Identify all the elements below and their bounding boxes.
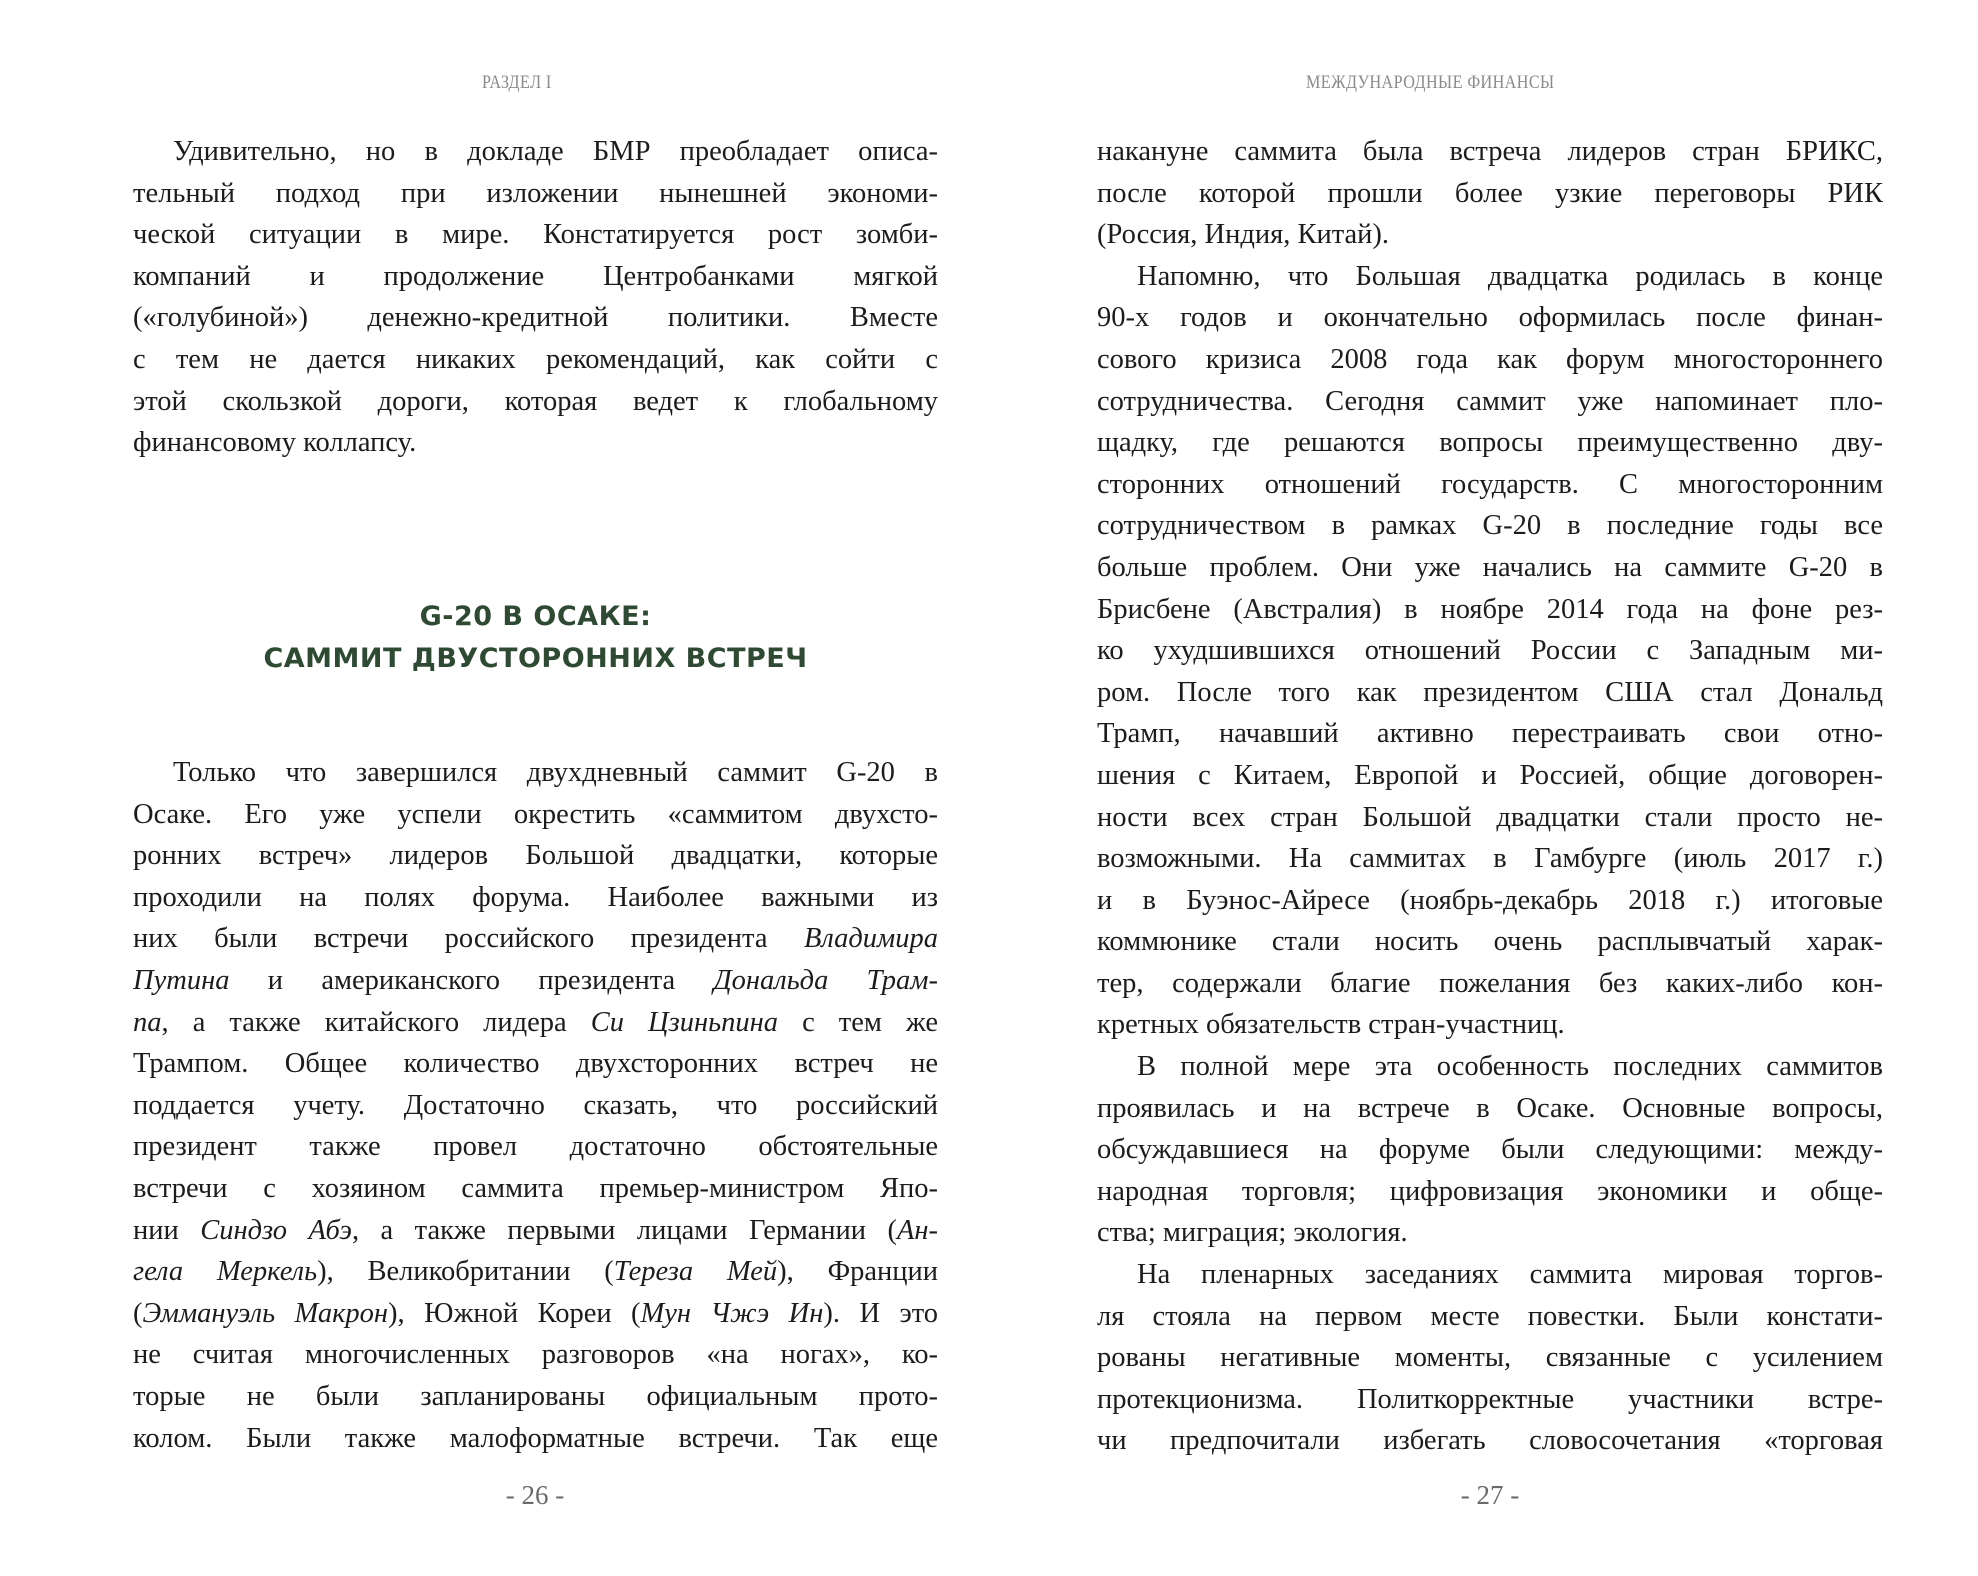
left-page-body-text [133,752,938,1459]
text-run: Удивительно, но в докладе БМР преобладает описа- [173,136,938,167]
text-line [1097,547,1883,589]
text-line [1097,838,1883,880]
text-line [133,1126,938,1168]
right-page-body-text [1097,131,1883,1462]
text-run: компаний и продолжение Центробанками мягкой [133,260,938,292]
text-run: , а также китайского лидера [161,1006,591,1038]
text-line [133,1376,938,1418]
text-run: народная торговля; цифровизация экономики и обще- [1097,1175,1883,1207]
text-run: щадку, где решаются вопросы преимущественно дву- [1097,427,1883,459]
text-line [133,1210,938,1252]
text-run: сотрудничества. Сегодня саммит уже напоминает пло- [1097,385,1883,417]
text-line [133,1418,938,1460]
text-run: Только что завершился двухдневный саммит G-20 в [173,757,938,788]
text-line [133,422,938,464]
text-line [1097,1296,1883,1338]
text-line [1097,381,1883,423]
page-number-left: - 26 - [505,1480,565,1510]
text-run: 90-х годов и окончательно оформилась после финан- [1097,302,1883,334]
text-run: протекционизма. Политкорректные участники встре- [1097,1383,1883,1415]
text-line [133,173,938,215]
text-run: сотрудничеством в рамках G-20 в последние годы все [1097,510,1883,542]
text-line [1097,755,1883,797]
italic-name: Синдзо Абэ [200,1214,352,1246]
text-line [133,752,938,794]
text-run: (Россия, Индия, Китай). [1097,219,1390,251]
text-run: кретных обязательств стран-участниц. [1097,1009,1565,1041]
italic-name: Ан- [896,1214,938,1246]
page-number-right: - 27 - [1460,1480,1520,1510]
text-run: чи предпочитали избегать словосочетания «торговая [1097,1425,1883,1457]
italic-name: Мун Чжэ Ин [640,1297,824,1329]
text-line [1097,797,1883,839]
text-run: накануне саммита была встреча лидеров стран БРИКС, [1097,136,1883,167]
text-line [133,1168,938,1210]
text-run: тельный подход при изложении нынешней экономи- [133,177,938,209]
text-run: («голубиной») денежно-кредитной политики. Вместе [133,302,938,334]
text-line [133,381,938,423]
italic-name: Тереза Мей [613,1256,778,1288]
text-line [1097,297,1883,339]
text-run: ), Франции [777,1256,938,1288]
text-line [133,1293,938,1335]
text-line [1097,1420,1883,1462]
text-line [133,1085,938,1127]
text-line [133,131,938,173]
text-run: Брисбене (Австралия) в ноябре 2014 года на фоне рез- [1097,593,1883,625]
text-run: шения с Китаем, Европой и Россией, общие договорен- [1097,759,1883,791]
running-head-left: РАЗДЕЛ I [482,72,552,93]
text-line [1097,672,1883,714]
section-heading [133,596,938,680]
text-run: коммюнике стали носить очень расплывчатый харак- [1097,926,1883,958]
text-run: , а также первыми лицами Германии ( [351,1214,897,1246]
text-run: этой скользкой дороги, которая ведет к глобальному [133,385,938,417]
text-line [1097,256,1883,298]
text-run: них были встречи российского президента [133,923,804,955]
text-run: с тем же [778,1006,938,1038]
text-run: встречи с хозяином саммита премьер-министром Япо- [133,1172,938,1204]
text-run: поддается учету. Достаточно сказать, что российский [133,1089,938,1121]
text-run: Трамп, начавший активно перестраивать свои отно- [1097,718,1883,750]
text-line [133,835,938,877]
text-run: с тем не дается никаких рекомендаций, как сойти с [133,343,938,375]
text-run: возможными. На саммитах в Гамбурге (июль 2017 г.) [1097,843,1883,875]
text-run: торые не были запланированы официальным прото- [133,1380,938,1412]
italic-name: гела Меркель [133,1256,318,1288]
text-run: колом. Были также малоформатные встречи. Так еще [133,1422,938,1454]
text-line [133,1334,938,1376]
italic-name: па [133,1006,162,1038]
text-run: ), Великобритании ( [317,1256,614,1288]
text-run: финансовому коллапсу. [133,427,417,459]
text-line [133,960,938,1002]
text-run: ко ухудшившихся отношений России с Западным ми- [1097,635,1883,667]
text-run: ), Южной Кореи ( [388,1297,641,1329]
text-line [1097,173,1883,215]
text-line [1097,339,1883,381]
text-line [1097,1046,1883,1088]
text-run: ства; миграция; экология. [1097,1217,1408,1249]
text-run: обсуждавшиеся на форуме были следующими: между- [1097,1134,1883,1166]
text-run: ром. После того как президентом США стал Дональд [1097,676,1883,708]
text-run: рованы негативные моменты, связанные с усилением [1097,1342,1883,1374]
italic-name: Дональда Трам- [713,964,938,996]
text-line [1097,630,1883,672]
left-page-intro-text [133,131,938,464]
text-run: сового кризиса 2008 года как форум многостороннего [1097,343,1883,375]
text-line [1097,1379,1883,1421]
text-run: не считая многочисленных разговоров «на ногах», ко- [133,1339,938,1371]
section-heading-line-2: САММИТ ДВУСТОРОННИХ ВСТРЕЧ [263,643,808,674]
text-line [133,1043,938,1085]
text-line [1097,505,1883,547]
text-run: нии [133,1214,201,1246]
text-line [1097,1004,1883,1046]
text-run: проходили на полях форума. Наиболее важными из [133,881,938,913]
text-line [133,256,938,298]
text-line [1097,1337,1883,1379]
text-run: сторонних отношений государств. С многосторонним [1097,468,1883,500]
text-line [1097,713,1883,755]
text-run: ( [133,1297,143,1329]
text-line [1097,963,1883,1005]
text-run: после которой прошли более узкие переговоры РИК [1097,177,1883,209]
text-run: Напомню, что Большая двадцатка родилась в конце [1137,260,1883,292]
text-line [1097,422,1883,464]
text-run: На пленарных заседаниях саммита мировая торгов- [1137,1259,1883,1291]
text-line [1097,464,1883,506]
italic-name: Владимира [803,923,938,955]
italic-name: Путина [133,964,230,996]
section-heading-line-1: G-20 В ОСАКЕ: [419,601,652,632]
text-line [133,918,938,960]
text-line [133,794,938,836]
text-line [133,877,938,919]
text-run: и американского президента [229,964,714,996]
text-line [133,1251,938,1293]
text-run: Осаке. Его уже успели окрестить «саммитом двухсто- [133,798,938,830]
text-line [133,1002,938,1044]
text-run: ). И это [823,1297,938,1329]
text-run: ронних встреч» лидеров Большой двадцатки, которые [133,840,938,872]
italic-name: Си Цзиньпина [590,1006,779,1038]
running-head-right: МЕЖДУНАРОДНЫЕ ФИНАНСЫ [1306,72,1555,93]
text-run: президент также провел достаточно обстоятельные [133,1131,938,1163]
text-line [1097,1129,1883,1171]
text-line [1097,1171,1883,1213]
text-run: ческой ситуации в мире. Констатируется рост зомби- [133,219,938,251]
text-line [1097,1212,1883,1254]
italic-name: Эммануэль Макрон [142,1297,389,1329]
text-run: больше проблем. Они уже начались на саммите G-20 в [1097,551,1883,583]
text-run: и в Буэнос-Айресе (ноябрь-декабрь 2018 г.) итоговые [1097,884,1883,916]
text-line [1097,880,1883,922]
text-line [1097,214,1883,256]
text-line [1097,1254,1883,1296]
text-run: В полной мере эта особенность последних саммитов [1137,1051,1883,1083]
text-run: Трампом. Общее количество двухсторонних встреч не [133,1048,938,1080]
text-line [133,339,938,381]
text-line [1097,921,1883,963]
text-line [133,297,938,339]
text-run: проявилась и на встрече в Осаке. Основные вопросы, [1097,1092,1883,1124]
text-run: ности всех стран Большой двадцатки стали просто не- [1097,801,1883,833]
text-line [133,214,938,256]
text-line [1097,131,1883,173]
text-line [1097,589,1883,631]
text-run: тер, содержали благие пожелания без каких-либо кон- [1097,967,1883,999]
text-run: ля стояла на первом месте повестки. Были констати- [1097,1300,1883,1332]
text-line [1097,1088,1883,1130]
